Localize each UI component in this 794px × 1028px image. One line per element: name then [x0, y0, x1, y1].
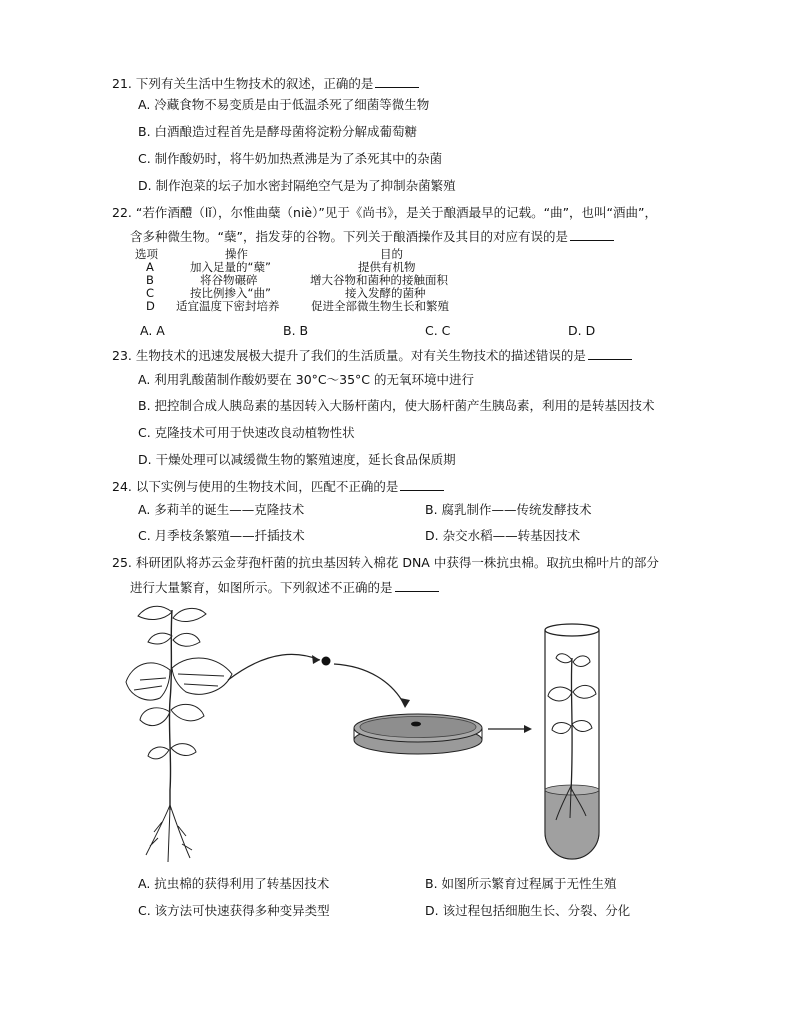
tissue-culture-figure	[120, 600, 650, 870]
q25-option-d: D. 该过程包括细胞生长、分裂、分化	[425, 903, 631, 918]
q25-stem-line1: 25. 科研团队将苏云金芽孢杆菌的抗虫基因转入棉花 DNA 中获得一株抗虫棉。取抗虫棉叶片的部分	[112, 555, 659, 570]
q22-row-d-operation: 适宜温度下密封培养	[176, 299, 280, 313]
q25-option-c: C. 该方法可快速获得多种变异类型	[138, 903, 330, 918]
q22-table-header-option: 选项	[135, 247, 158, 261]
q23-option-b: B. 把控制合成人胰岛素的基因转入大肠杆菌内，使大肠杆菌产生胰岛素，利用的是转基因技术	[138, 398, 655, 413]
q23-option-d: D. 干燥处理可以减缓微生物的繁殖速度，延长食品保质期	[138, 452, 456, 467]
q22-row-a-purpose: 提供有机物	[358, 260, 416, 274]
q22-row-c-purpose: 接入发酵的菌种	[345, 286, 426, 300]
q22-row-d-option: D	[146, 299, 155, 313]
q22-row-b-option: B	[146, 273, 154, 287]
curved-arrow-to-dish	[334, 664, 404, 704]
q25-stem-line2: 进行大量繁育，如图所示。下列叙述不正确的是	[130, 579, 439, 596]
q22-table-header-operation: 操作	[225, 247, 248, 261]
answer-blank	[570, 228, 614, 241]
q22-table-header-purpose: 目的	[380, 247, 403, 261]
answer-blank	[375, 75, 419, 88]
cotton-plant-illustration	[126, 606, 232, 862]
q24-stem: 24. 以下实例与使用的生物技术间，匹配不正确的是	[112, 478, 444, 495]
q23-stem: 23. 生物技术的迅速发展极大提升了我们的生活质量。对有关生物技术的描述错误的是	[112, 347, 632, 364]
answer-blank	[588, 347, 632, 360]
q22-option-c: C. C	[425, 323, 451, 338]
q22-row-c-operation: 按比例掺入“曲”	[190, 286, 271, 300]
q23-option-a: A. 利用乳酸菌制作酸奶要在 30°C～35°C 的无氧环境中进行	[138, 372, 474, 387]
q25-option-b: B. 如图所示繁育过程属于无性生殖	[425, 876, 617, 891]
q22-row-c-option: C	[146, 286, 155, 300]
q21-option-b: B. 白酒酿造过程首先是酵母菌将淀粉分解成葡萄糖	[138, 124, 418, 139]
q22-row-a-operation: 加入足量的“蘖”	[190, 260, 271, 274]
q21-option-a: A. 冷藏食物不易变质是由于低温杀死了细菌等微生物	[138, 97, 430, 112]
q22-option-b: B. B	[283, 323, 309, 338]
q24-option-b: B. 腐乳制作——传统发酵技术	[425, 502, 592, 517]
q24-option-a: A. 多莉羊的诞生——克隆技术	[138, 502, 305, 517]
q22-stem-line1: 22. “若作酒醴（lǐ），尔惟曲蘖（niè）”见于《尚书》，是关于酿酒最早的记载。“曲”，也叫“酒曲”，	[112, 205, 657, 220]
q22-option-d: D. D	[568, 323, 596, 338]
q24-option-c: C. 月季枝条繁殖——扦插技术	[138, 528, 305, 543]
q23-option-c: C. 克隆技术可用于快速改良动植物性状	[138, 425, 355, 440]
q21-option-d: D. 制作泡菜的坛子加水密封隔绝空气是为了抑制杂菌繁殖	[138, 178, 456, 193]
q24-option-d: D. 杂交水稻——转基因技术	[425, 528, 581, 543]
q22-row-d-purpose: 促进全部微生物生长和繁殖	[311, 299, 449, 313]
test-tube-illustration	[545, 624, 599, 859]
q22-option-a: A. A	[140, 323, 165, 338]
curved-arrow-to-explant	[228, 654, 320, 680]
q22-row-a-option: A	[146, 260, 154, 274]
q22-stem-line2: 含多种微生物。“蘖”，指发芽的谷物。下列关于酿酒操作及其目的对应有误的是	[130, 228, 614, 245]
explant-dot	[322, 657, 331, 666]
q25-option-a: A. 抗虫棉的获得利用了转基因技术	[138, 876, 330, 891]
q22-row-b-operation: 将谷物碾碎	[200, 273, 258, 287]
q21-option-c: C. 制作酸奶时，将牛奶加热煮沸是为了杀死其中的杂菌	[138, 151, 443, 166]
q21-stem: 21. 下列有关生活中生物技术的叙述，正确的是	[112, 75, 419, 92]
q22-row-b-purpose: 增大谷物和菌种的接触面积	[310, 273, 448, 287]
answer-blank	[400, 478, 444, 491]
answer-blank	[395, 579, 439, 592]
petri-dish-illustration	[354, 714, 482, 754]
